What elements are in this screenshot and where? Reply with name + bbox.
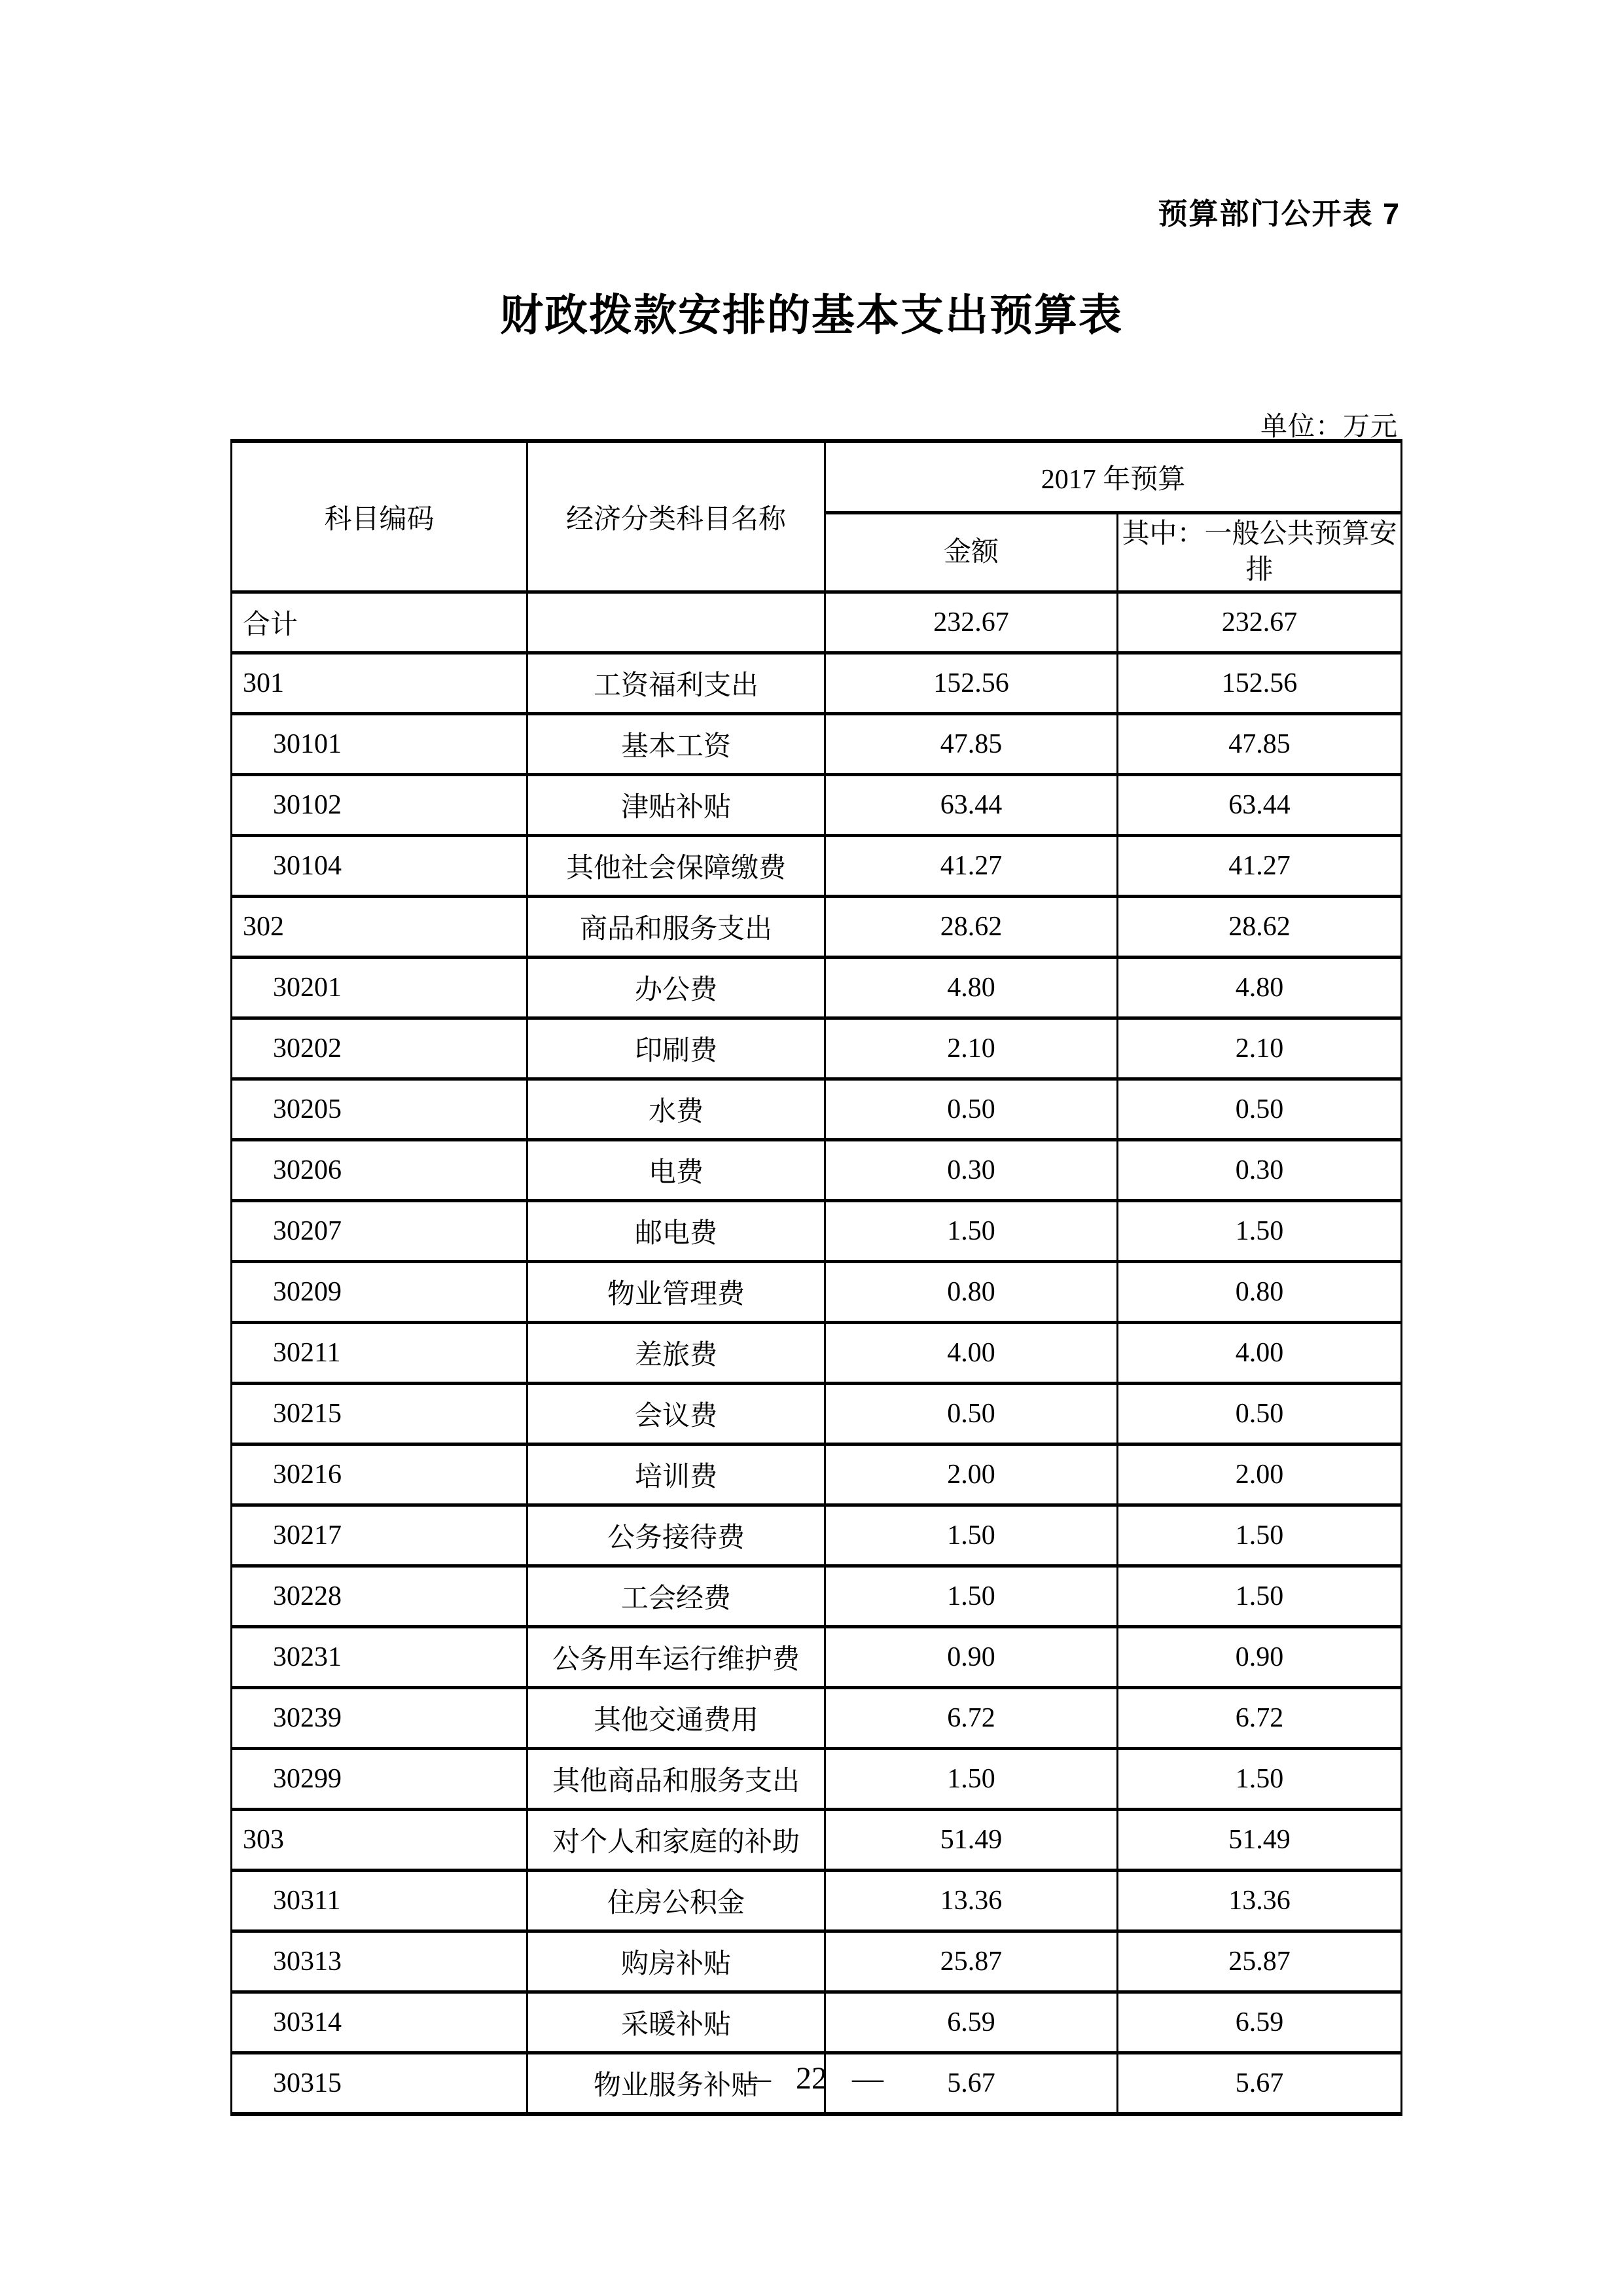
row-code: 合计 [232,592,527,653]
row-amount: 5.67 [825,2053,1118,2115]
row-amount: 41.27 [825,836,1118,897]
row-general: 1.50 [1118,1566,1402,1627]
row-amount: 0.50 [825,1384,1118,1444]
row-name: 工资福利支出 [527,653,825,714]
row-name: 津贴补贴 [527,775,825,836]
row-code: 30205 [232,1079,527,1140]
row-name: 购房补贴 [527,1931,825,1992]
header-year-span: 2017 年预算 [825,441,1402,513]
row-code: 30202 [232,1018,527,1079]
row-amount: 232.67 [825,592,1118,653]
row-amount: 1.50 [825,1201,1118,1262]
table-row [232,1201,1402,1262]
row-general: 4.80 [1118,958,1402,1018]
row-code: 30101 [232,714,527,775]
row-code: 30207 [232,1201,527,1262]
row-general: 2.00 [1118,1444,1402,1505]
row-amount: 6.59 [825,1992,1118,2053]
row-amount: 28.62 [825,897,1118,958]
row-amount: 0.90 [825,1627,1118,1688]
row-name: 其他社会保障缴费 [527,836,825,897]
row-code: 30231 [232,1627,527,1688]
row-name: 对个人和家庭的补助 [527,1810,825,1871]
table-row [232,1323,1402,1384]
row-general: 232.67 [1118,592,1402,653]
row-general: 0.90 [1118,1627,1402,1688]
row-general: 5.67 [1118,2053,1402,2115]
table-row [232,1627,1402,1688]
row-amount: 1.50 [825,1566,1118,1627]
table-row [232,1931,1402,1992]
row-name: 物业服务补贴 [527,2053,825,2115]
row-general: 28.62 [1118,897,1402,958]
row-general: 152.56 [1118,653,1402,714]
row-name: 办公费 [527,958,825,1018]
row-amount: 0.50 [825,1079,1118,1140]
table-row [232,1079,1402,1140]
row-name: 其他商品和服务支出 [527,1749,825,1810]
row-name: 电费 [527,1140,825,1201]
row-code: 30209 [232,1262,527,1323]
table-row [232,1871,1402,1931]
row-code: 30314 [232,1992,527,2053]
row-amount: 4.00 [825,1323,1118,1384]
row-code: 30104 [232,836,527,897]
header-code: 科目编码 [232,441,527,592]
row-amount: 152.56 [825,653,1118,714]
row-general: 41.27 [1118,836,1402,897]
table-row [232,1384,1402,1444]
row-amount: 4.80 [825,958,1118,1018]
row-general: 0.50 [1118,1384,1402,1444]
row-code: 30206 [232,1140,527,1201]
table-row [232,836,1402,897]
row-amount: 13.36 [825,1871,1118,1931]
table-row [232,1810,1402,1871]
row-amount: 2.10 [825,1018,1118,1079]
row-amount: 63.44 [825,775,1118,836]
row-amount: 0.80 [825,1262,1118,1323]
table-row [232,714,1402,775]
row-general: 0.80 [1118,1262,1402,1323]
row-amount: 0.30 [825,1140,1118,1201]
row-name: 公务接待费 [527,1505,825,1566]
table-row [232,1688,1402,1749]
row-code: 302 [232,897,527,958]
table-row [232,653,1402,714]
table-row [232,897,1402,958]
table-row [232,1749,1402,1810]
header-row-1 [232,441,1402,513]
budget-table [230,439,1402,2116]
table-row [232,592,1402,653]
row-code: 30102 [232,775,527,836]
row-name: 基本工资 [527,714,825,775]
row-general: 1.50 [1118,1749,1402,1810]
row-name: 会议费 [527,1384,825,1444]
row-name: 公务用车运行维护费 [527,1627,825,1688]
row-code: 30315 [232,2053,527,2115]
row-name: 水费 [527,1079,825,1140]
row-general: 13.36 [1118,1871,1402,1931]
row-amount: 1.50 [825,1749,1118,1810]
row-code: 30313 [232,1931,527,1992]
row-general: 51.49 [1118,1810,1402,1871]
row-code: 30299 [232,1749,527,1810]
row-general: 2.10 [1118,1018,1402,1079]
row-general: 0.30 [1118,1140,1402,1201]
row-general: 47.85 [1118,714,1402,775]
row-code: 30201 [232,958,527,1018]
table-row [232,1505,1402,1566]
row-code: 30211 [232,1323,527,1384]
row-general: 1.50 [1118,1201,1402,1262]
row-amount: 47.85 [825,714,1118,775]
row-code: 301 [232,653,527,714]
row-code: 30228 [232,1566,527,1627]
row-general: 4.00 [1118,1323,1402,1384]
table-header [232,441,1402,592]
row-name: 差旅费 [527,1323,825,1384]
table-row [232,1992,1402,2053]
row-name [527,592,825,653]
page-title: 财政拨款安排的基本支出预算表 [500,292,1123,340]
row-name: 培训费 [527,1444,825,1505]
doc-label: 预算部门公开表 7 [1158,197,1400,230]
table-row [232,1140,1402,1201]
row-general: 63.44 [1118,775,1402,836]
table-row [232,1566,1402,1627]
row-amount: 25.87 [825,1931,1118,1992]
row-code: 30239 [232,1688,527,1749]
header-general: 其中：一般公共预算安排 [1118,513,1402,592]
row-general: 25.87 [1118,1931,1402,1992]
row-amount: 6.72 [825,1688,1118,1749]
table-row [232,775,1402,836]
page-number: — 22 — [740,2061,883,2096]
unit-label: 单位：万元 [1260,411,1398,441]
row-name: 工会经费 [527,1566,825,1627]
row-code: 30215 [232,1384,527,1444]
row-code: 30217 [232,1505,527,1566]
header-amount: 金额 [825,513,1118,592]
row-code: 30216 [232,1444,527,1505]
table-body [232,592,1402,2115]
row-name: 印刷费 [527,1018,825,1079]
row-code: 303 [232,1810,527,1871]
row-code: 30311 [232,1871,527,1931]
row-amount: 51.49 [825,1810,1118,1871]
row-name: 商品和服务支出 [527,897,825,958]
table-row [232,958,1402,1018]
row-name: 住房公积金 [527,1871,825,1931]
row-name: 物业管理费 [527,1262,825,1323]
row-amount: 2.00 [825,1444,1118,1505]
row-general: 0.50 [1118,1079,1402,1140]
table-row [232,1018,1402,1079]
header-name: 经济分类科目名称 [527,441,825,592]
table-row [232,1444,1402,1505]
row-general: 6.72 [1118,1688,1402,1749]
row-name: 其他交通费用 [527,1688,825,1749]
row-name: 采暖补贴 [527,1992,825,2053]
row-amount: 1.50 [825,1505,1118,1566]
row-general: 6.59 [1118,1992,1402,2053]
table-row [232,1262,1402,1323]
row-name: 邮电费 [527,1201,825,1262]
row-general: 1.50 [1118,1505,1402,1566]
